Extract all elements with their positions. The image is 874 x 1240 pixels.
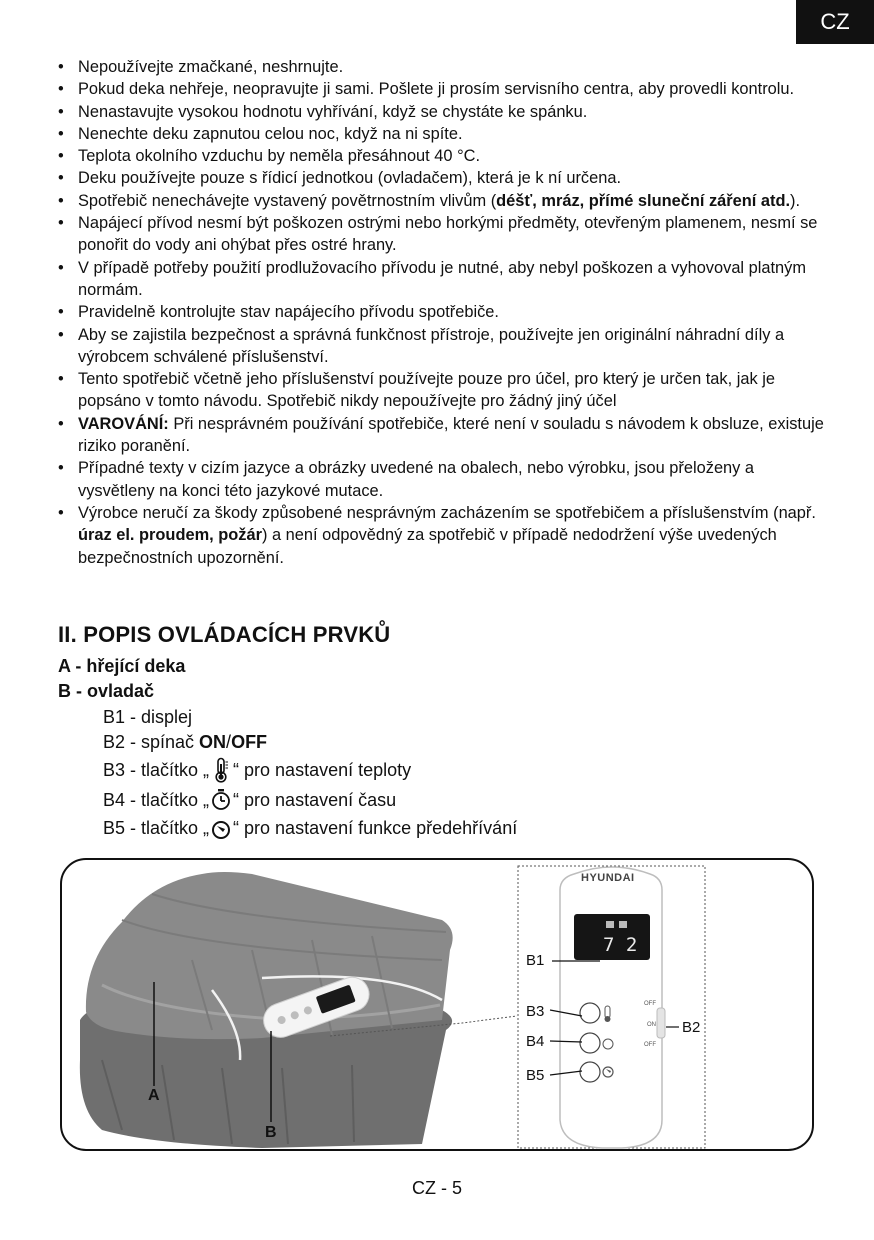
item-b3-prefix: B3 - tlačítko „ bbox=[103, 759, 210, 780]
callout-b2: B2 bbox=[682, 1019, 701, 1036]
switch-label-off-bottom: OFF bbox=[644, 1042, 656, 1048]
product-illustration bbox=[62, 860, 816, 1153]
safety-bullet bbox=[58, 56, 828, 78]
bullet-text: Pravidelně kontrolujte stav napájecího přívodu spotřebiče. bbox=[78, 303, 499, 322]
safety-bullet bbox=[58, 413, 828, 458]
safety-bullet bbox=[58, 457, 828, 502]
bullet-text: Aby se zajistila bezpečnost a správná funkčnost přístroje, používejte jen originální náhradní díly a výrobcem schválené příslušenství. bbox=[78, 325, 785, 366]
bullet-text: Teplota okolního vzduchu by neměla přesáhnout 40 °C. bbox=[78, 147, 481, 166]
blanket-illustration bbox=[80, 872, 453, 1148]
bullet-text: Nenastavujte vysokou hodnotu vyhřívání, když se chystáte ke spánku. bbox=[78, 102, 588, 121]
item-b1 bbox=[103, 707, 192, 728]
callout-a: A bbox=[148, 1087, 160, 1104]
item-b1-text: B1 - displej bbox=[103, 707, 193, 727]
bullet-text: ) a není odpovědný za spotřebič v případě nedodržení výše uvedených bezpečnostních upozornění. bbox=[78, 526, 777, 567]
callout-b3: B3 bbox=[526, 1003, 545, 1020]
safety-bullet-list bbox=[58, 56, 828, 569]
power-switch[interactable] bbox=[657, 1008, 665, 1038]
bullet-text: V případě potřeby použití prodlužovacího přívodu je nutné, aby nebyl poškozen a vyhovoval platným normám. bbox=[78, 258, 807, 299]
item-b5-suffix: “ pro nastavení funkce předehřívání bbox=[233, 817, 518, 838]
callout-b1: B1 bbox=[526, 952, 545, 969]
part-a-heading: A - hřející deka bbox=[58, 656, 186, 676]
safety-bullet bbox=[58, 190, 828, 212]
item-b2-on: ON bbox=[199, 732, 227, 752]
safety-bullet bbox=[58, 123, 828, 145]
item-b2-slash: / bbox=[226, 732, 232, 752]
bullet-text: Napájecí přívod nesmí být poškozen ostrými nebo horkými předměty, otevřeným plamenem, nesmí se ponořit do vody ani ohýbat přes ostré hrany. bbox=[78, 214, 818, 255]
part-b-heading: B - ovladač bbox=[58, 681, 155, 701]
bullet-text: Výrobce neručí za škody způsobené nesprávným zacházením se spotřebičem a příslušenstvím (např. bbox=[78, 503, 816, 522]
item-b4-prefix: B4 - tlačítko „ bbox=[103, 789, 210, 810]
remote-display-digits: 7 2 bbox=[603, 934, 638, 956]
safety-bullet bbox=[58, 167, 828, 189]
remote-brand: HYUNDAI bbox=[581, 872, 635, 884]
bullet-text: Spotřebič nenechávejte vystavený povětrnostním vlivům ( bbox=[78, 191, 497, 210]
bullet-bold-text: déšť, mráz, přímé sluneční záření atd. bbox=[496, 191, 791, 210]
safety-bullet bbox=[58, 145, 828, 167]
item-b5 bbox=[103, 815, 517, 841]
switch-label-off-top: OFF bbox=[644, 1001, 656, 1007]
safety-bullet bbox=[58, 212, 828, 257]
bullet-text: Deku používejte pouze s řídicí jednotkou (ovladačem), která je k ní určena. bbox=[78, 169, 621, 188]
item-b4-suffix: “ pro nastavení času bbox=[233, 789, 397, 810]
item-b2-off: OFF bbox=[231, 732, 268, 752]
bullet-text: Případné texty v cizím jazyce a obrázky uvedené na obalech, nebo výrobku, jsou přeloženy a vysvětleny na konci této jazykové mutace. bbox=[78, 459, 755, 500]
safety-bullet bbox=[58, 257, 828, 302]
callout-b5: B5 bbox=[526, 1067, 545, 1084]
item-b3-suffix: “ pro nastavení teploty bbox=[233, 759, 412, 780]
language-tab: CZ bbox=[796, 0, 874, 44]
bullet-text: Nepoužívejte zmačkané, neshrnujte. bbox=[78, 58, 344, 76]
item-b5-prefix: B5 - tlačítko „ bbox=[103, 817, 210, 838]
bullet-text: Nenechte deku zapnutou celou noc, když na ni spíte. bbox=[78, 124, 463, 143]
bullet-text: Při nesprávném používání spotřebiče, které není v souladu s návodem k obsluze, existuje riziko poranění. bbox=[78, 414, 824, 456]
product-figure bbox=[60, 858, 814, 1151]
bullet-bold-text: úraz el. proudem, požár bbox=[78, 526, 262, 545]
safety-bullet bbox=[58, 301, 828, 323]
bullet-bold-text: VAROVÁNÍ: bbox=[78, 414, 169, 433]
section-title: II. POPIS OVLÁDACÍCH PRVKŮ bbox=[58, 622, 391, 647]
bullet-text: Tento spotřebič včetně jeho příslušenství používejte pouze pro účel, pro který je určen tak, jak je popsáno v tomto návodu. Spotřebič nikdy nepoužívejte pro žádný jiný účel bbox=[78, 370, 775, 411]
safety-bullet bbox=[58, 101, 828, 123]
item-b2 bbox=[103, 732, 267, 753]
remote-control bbox=[560, 867, 665, 1148]
safety-bullet bbox=[58, 502, 828, 569]
preheat-icon bbox=[211, 815, 231, 841]
switch-label-on: ON bbox=[647, 1022, 656, 1028]
callout-b: B bbox=[265, 1124, 277, 1141]
item-b2-prefix: B2 - spínač bbox=[103, 732, 200, 752]
bullet-text: Pokud deka nehřeje, neopravujte ji sami. Pošlete ji prosím servisního centra, aby provedli kontrolu. bbox=[78, 80, 795, 99]
callout-b4: B4 bbox=[526, 1033, 545, 1050]
item-b3 bbox=[103, 757, 411, 783]
item-b4 bbox=[103, 787, 396, 813]
timer-icon bbox=[211, 787, 231, 813]
thermometer-icon bbox=[211, 757, 231, 783]
safety-bullet bbox=[58, 368, 828, 413]
safety-bullet bbox=[58, 78, 828, 100]
safety-bullet bbox=[58, 324, 828, 369]
page-number: CZ - 5 bbox=[411, 1178, 462, 1198]
bullet-text: ). bbox=[790, 191, 801, 210]
